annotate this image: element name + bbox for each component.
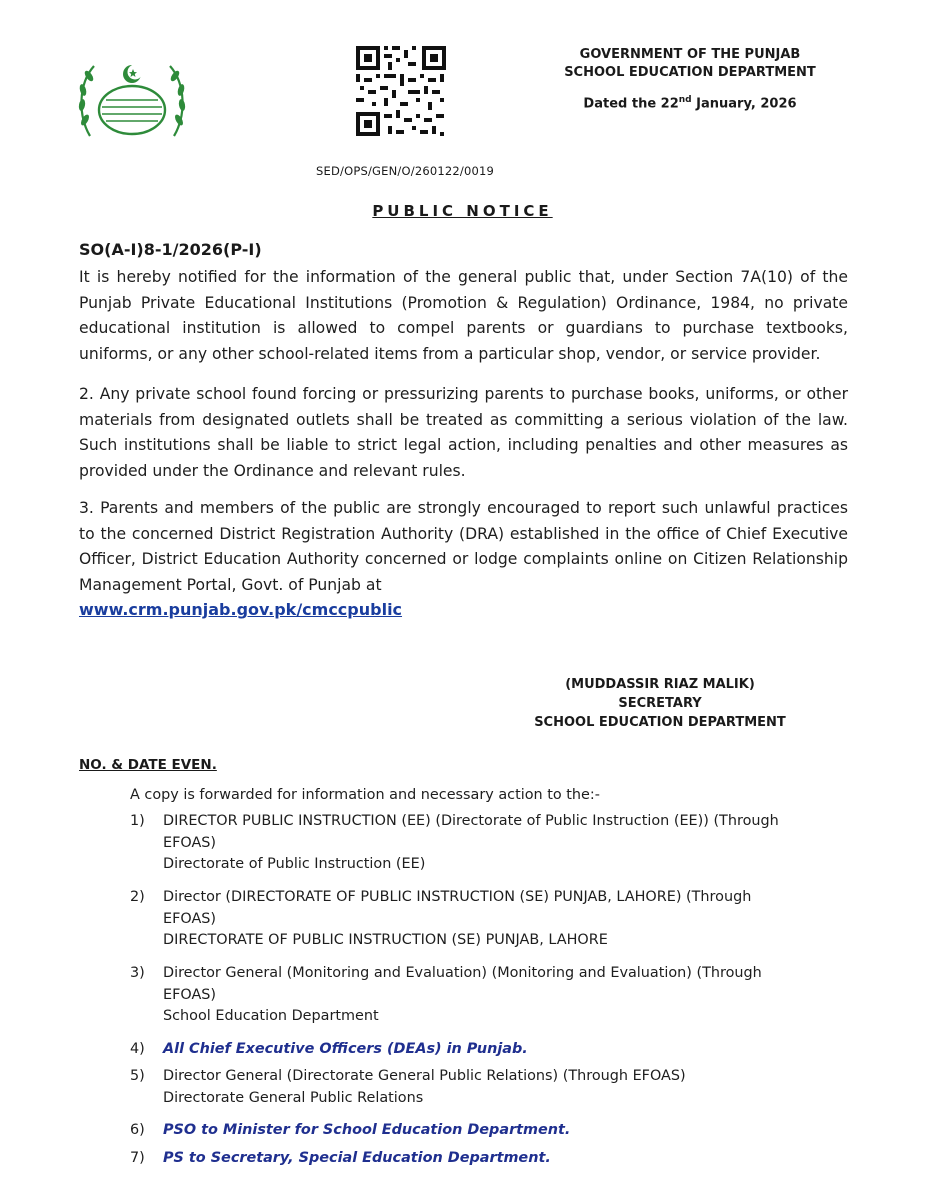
item-number: 2) (130, 889, 145, 905)
copy-heading: NO. & DATE EVEN. (79, 757, 217, 773)
item-line: DIRECTOR PUBLIC INSTRUCTION (EE) (Directorate of Public Instruction (EE)) (Through (163, 813, 779, 829)
crm-portal-link[interactable]: www.crm.punjab.gov.pk/cmccpublic (79, 600, 403, 619)
copy-item-4 (0, 1039, 925, 1061)
punjab-emblem-logo (76, 50, 188, 142)
government-header (545, 46, 835, 113)
item-number: 1) (130, 813, 145, 829)
item-line: EFOAS) (163, 834, 217, 851)
paragraph-1: It is hereby notified for the information of the general public that, under Section 7A(10) of the Punjab Private Educational Institutions (Promotion & Regulation) Ordinance, 1984, no private educational institution is allowed to compel parents or guardians to purchase textbooks, uniforms, or any other school-related items from a particular shop, vendor, or service provider. (79, 268, 848, 363)
item-line: All Chief Executive Officers (DEAs) in Punjab. (163, 1041, 528, 1057)
item-line: Director General (Directorate General Public Relations) (Through EFOAS) (163, 1068, 686, 1084)
item-number: 5) (130, 1068, 145, 1084)
government-name: GOVERNMENT OF THE PUNJAB (579, 47, 801, 62)
item-number: 4) (130, 1041, 145, 1057)
paragraph-2: 2. Any private school found forcing or pressurizing parents to purchase books, uniforms, or other materials from designated outlets shall be treated as committing a serious violation of the law. Such institutions shall be liable to strict legal action, including penalties and other measures as provided under the Ordinance and relevant rules. (79, 385, 848, 480)
signature-block (500, 675, 820, 732)
paragraph-3-text: 3. Parents and members of the public are strongly encouraged to report such unlawful practices to the concerned District Registration Authority (DRA) established in the office of Chief Executive Officer, District Education Authority concerned or lodge complaints online on Citizen Relationship Management Portal, Govt. of Punjab at (79, 499, 848, 594)
item-line: PS to Secretary, Special Education Department. (163, 1150, 551, 1166)
paragraph-3 (79, 496, 848, 598)
item-line: EFOAS) (163, 986, 217, 1003)
date-prefix: Dated the 22 (583, 96, 679, 112)
file-number: SO(A-I)8-1/2026(P-I) (79, 240, 262, 259)
notice-title: PUBLIC NOTICE (372, 202, 553, 220)
item-line: Directorate General Public Relations (163, 1089, 424, 1106)
item-line: Director (DIRECTORATE OF PUBLIC INSTRUCTION (SE) PUNJAB, LAHORE) (Through (163, 889, 752, 905)
item-number: 7) (130, 1150, 145, 1166)
item-line: Director General (Monitoring and Evaluation) (Monitoring and Evaluation) (Through (163, 965, 762, 981)
date-superscript: nd (678, 95, 692, 105)
reference-number: SED/OPS/GEN/O/260122/0019 (316, 164, 495, 178)
item-number: 6) (130, 1122, 145, 1138)
signatory-name: (MUDDASSIR RIAZ MALIK) (565, 677, 755, 692)
signatory-title: SECRETARY (618, 696, 702, 711)
department-name: SCHOOL EDUCATION DEPARTMENT (564, 65, 816, 80)
document-date (545, 91, 835, 113)
item-line: School Education Department (163, 1008, 379, 1024)
copy-item-3 (0, 963, 925, 1029)
copy-item-1 (0, 811, 925, 877)
signatory-department: SCHOOL EDUCATION DEPARTMENT (534, 715, 786, 730)
copy-intro: A copy is forwarded for information and necessary action to the:- (130, 787, 600, 803)
item-number: 3) (130, 965, 145, 981)
item-line: PSO to Minister for School Education Department. (163, 1122, 571, 1138)
item-line: Directorate of Public Instruction (EE) (163, 856, 426, 872)
copy-item-6 (0, 1120, 925, 1142)
item-line: DIRECTORATE OF PUBLIC INSTRUCTION (SE) PUNJAB, LAHORE (163, 932, 608, 948)
copy-item-2 (0, 887, 925, 953)
copy-item-5 (0, 1066, 925, 1110)
date-suffix: January, 2026 (691, 96, 797, 112)
item-line: EFOAS) (163, 910, 217, 927)
copy-item-7 (0, 1148, 925, 1170)
qr-code (354, 44, 448, 138)
